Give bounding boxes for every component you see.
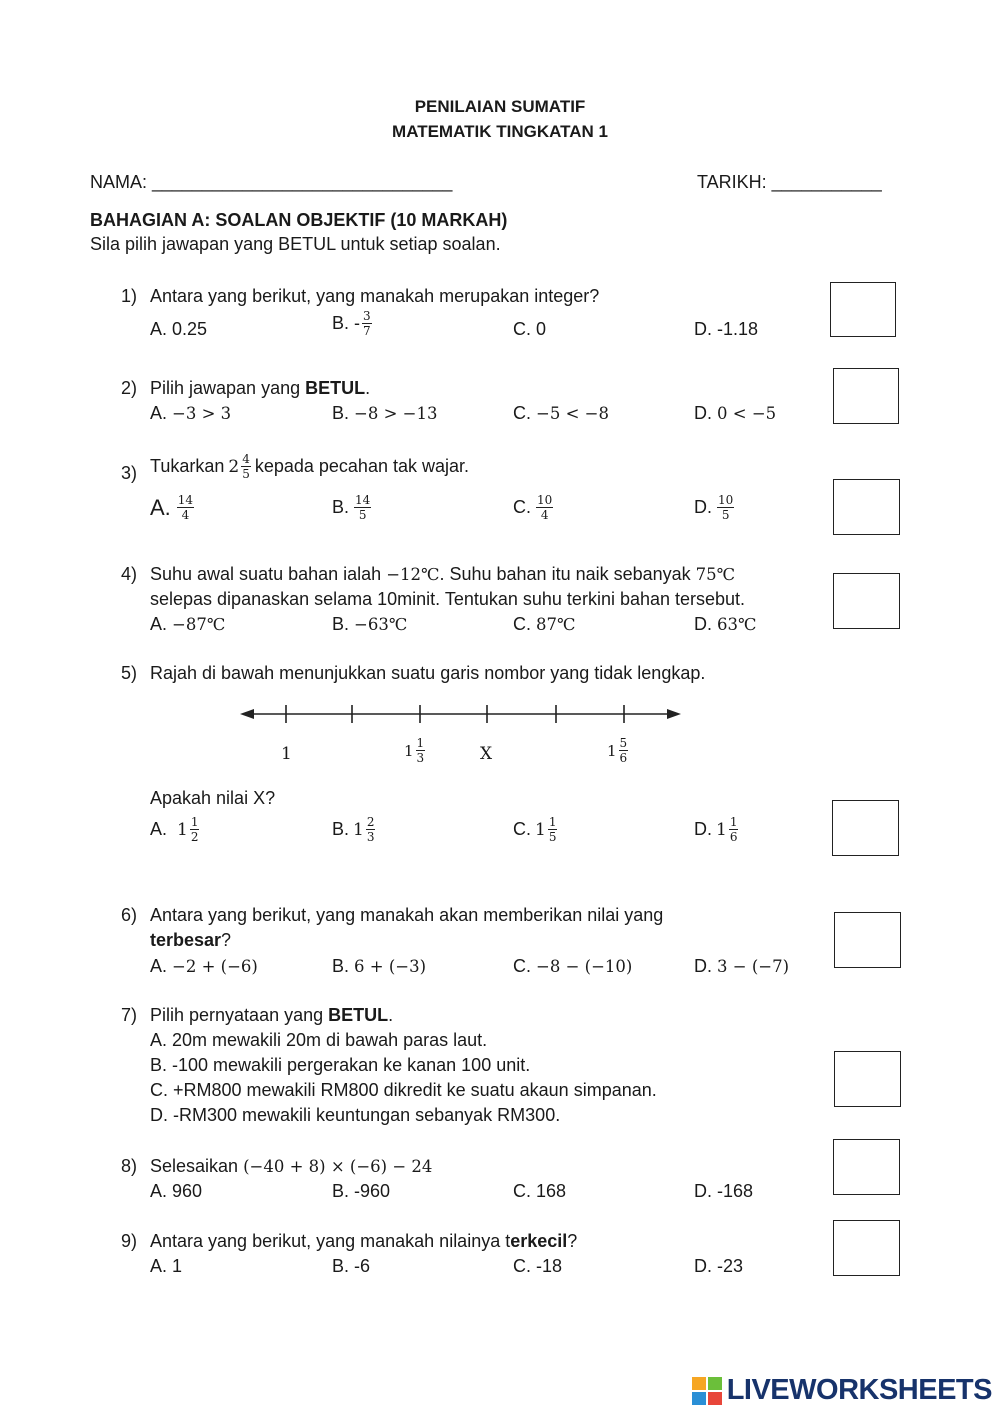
fraction <box>729 815 739 844</box>
question-number: 5) <box>121 663 138 683</box>
option-label: A. <box>150 956 168 976</box>
option-d <box>694 403 776 424</box>
question-number: 4) <box>121 564 138 584</box>
text-bold: terbesar <box>150 930 222 950</box>
option-label: A. <box>150 614 168 634</box>
option-label: B. <box>332 403 350 423</box>
answer-box-2[interactable] <box>833 368 899 424</box>
number-line <box>240 700 685 730</box>
option-label: A. <box>150 494 171 520</box>
fraction <box>190 815 200 844</box>
liveworksheets-logo <box>691 1374 992 1407</box>
mixed-whole: 2 <box>228 456 240 477</box>
liveworksheets-icon <box>691 1376 723 1406</box>
text-pre: Pilih pernyataan yang <box>150 1005 329 1025</box>
answer-box-6[interactable] <box>834 912 901 968</box>
question-number: 6) <box>121 905 138 925</box>
answer-box-3[interactable] <box>833 479 900 535</box>
answer-box-4[interactable] <box>833 573 900 629</box>
date-field[interactable]: TARIKH: ___________ <box>697 172 882 192</box>
option-label: C. <box>513 614 531 634</box>
numerator: 2 <box>366 815 375 829</box>
mixed-whole: 1 <box>353 819 364 840</box>
numerator: 4 <box>242 452 250 466</box>
option-value: −3 > 3 <box>172 404 232 423</box>
option-label: D. <box>694 956 712 976</box>
section-title: BAHAGIAN A: SOALAN OBJEKTIF (10 MARKAH) <box>90 210 508 230</box>
question-text <box>150 378 370 399</box>
number-line-label-1-1-3 <box>404 736 427 765</box>
logo-square <box>692 1392 706 1405</box>
option-d <box>694 956 789 977</box>
text-post: . <box>388 1005 394 1025</box>
denominator: 6 <box>619 751 628 765</box>
text-bold: BETUL <box>305 378 366 398</box>
numerator: 3 <box>363 309 371 323</box>
numerator: 10 <box>718 493 734 507</box>
left-arrow-icon <box>240 709 254 719</box>
text-post: ? <box>221 930 232 950</box>
option-a: A. 0.25 <box>150 319 208 339</box>
option-a <box>150 815 201 844</box>
text-post: . <box>365 378 371 398</box>
text-pre: Tukarkan <box>150 456 225 476</box>
page-subtitle: MATEMATIK TINGKATAN 1 <box>392 122 608 141</box>
fraction <box>536 493 553 522</box>
numerator: 1 <box>190 815 199 829</box>
text-pre: Selesaikan <box>150 1156 244 1176</box>
page-title: PENILAIAN SUMATIF <box>414 97 586 116</box>
text-bold: BETUL <box>328 1005 389 1025</box>
option-c <box>513 403 609 424</box>
text-post: ? <box>567 1231 578 1251</box>
question-text: Rajah di bawah menunjukkan suatu garis nombor yang tidak lengkap. <box>150 663 706 683</box>
math-expression: (−40 + 8) × (−6) − 24 <box>243 1157 433 1176</box>
logo-square <box>708 1392 722 1405</box>
option-value: −87℃ <box>172 615 226 634</box>
question-text <box>150 452 469 481</box>
option-value: −63℃ <box>354 615 408 634</box>
mixed-whole: 1 <box>716 819 727 840</box>
question-text-line1: Antara yang berikut, yang manakah akan memberikan nilai yang <box>150 905 664 925</box>
option-b: B. -960 <box>332 1181 391 1201</box>
option-value: −5 < −8 <box>536 404 609 423</box>
option-d <box>694 815 740 844</box>
question-subtext: Apakah nilai X? <box>150 788 276 808</box>
option-c <box>513 815 559 844</box>
option-c: C. 0 <box>513 319 547 339</box>
option-label: B. - <box>332 313 361 333</box>
denominator: 7 <box>363 324 371 338</box>
text-bold: erkecil <box>510 1231 568 1251</box>
question-text-line2 <box>150 930 231 951</box>
option-b: B. -6 <box>332 1256 371 1276</box>
option-value: −8 − (−10) <box>536 957 633 976</box>
denominator: 5 <box>548 830 557 844</box>
right-arrow-icon <box>667 709 681 719</box>
question-number: 1) <box>121 286 138 306</box>
option-c: C. 168 <box>513 1181 567 1201</box>
fraction <box>241 452 251 481</box>
option-label: C. <box>513 403 531 423</box>
denominator: 4 <box>540 508 549 522</box>
option-b <box>332 493 373 522</box>
option-value: −8 > −13 <box>354 404 438 423</box>
option-label: A. <box>150 403 168 423</box>
fraction <box>362 309 372 338</box>
numerator: 5 <box>619 736 628 750</box>
option-label: A. <box>150 819 168 839</box>
option-label: B. <box>332 956 350 976</box>
numerator: 1 <box>416 736 425 750</box>
option-d: D. -23 <box>694 1256 744 1276</box>
option-b <box>332 815 377 844</box>
option-b: B. -100 mewakili pergerakan ke kanan 100 unit. <box>150 1055 531 1075</box>
option-d: D. -168 <box>694 1181 754 1201</box>
question-number: 7) <box>121 1005 138 1025</box>
option-label: D. <box>694 403 712 423</box>
option-b <box>332 956 426 977</box>
option-d <box>694 614 756 635</box>
option-value: 87℃ <box>536 615 576 634</box>
answer-box-7[interactable] <box>834 1051 901 1107</box>
numerator: 14 <box>355 493 371 507</box>
answer-box-9[interactable] <box>833 1220 900 1276</box>
option-label: D. <box>694 614 712 634</box>
option-value: 63℃ <box>717 615 757 634</box>
option-a: A. 1 <box>150 1256 183 1276</box>
numerator: 1 <box>729 815 738 829</box>
answer-box-5[interactable] <box>832 800 899 856</box>
numerator: 10 <box>537 493 553 507</box>
fraction <box>177 493 194 522</box>
number-line-label-1-5-6 <box>607 736 630 765</box>
option-label: B. <box>332 497 350 517</box>
option-c: C. -18 <box>513 1256 563 1276</box>
denominator: 6 <box>729 830 738 844</box>
question-text <box>150 1156 432 1177</box>
question-text <box>150 1005 393 1026</box>
math-rise: 75℃ <box>695 565 736 584</box>
text-pre: Antara yang berikut, yang manakah nilainya t <box>150 1231 511 1251</box>
question-text <box>150 1231 577 1252</box>
option-value: 3 − (−7) <box>717 957 790 976</box>
option-d: D. -1.18 <box>694 319 759 339</box>
question-text-line1 <box>150 564 735 585</box>
option-value: 0 < −5 <box>717 404 777 423</box>
brand-text: LIVEWORKSHEETS <box>726 1374 992 1406</box>
section-instruction: Sila pilih jawapan yang BETUL untuk setiap soalan. <box>90 234 501 254</box>
option-b <box>332 309 374 338</box>
question-number: 8) <box>121 1156 138 1176</box>
denominator: 3 <box>416 751 425 765</box>
answer-box-1[interactable] <box>830 282 896 337</box>
option-a: A. 960 <box>150 1181 203 1201</box>
text-a: Suhu awal suatu bahan ialah <box>150 564 387 584</box>
mixed-whole: 1 <box>177 819 188 840</box>
option-b <box>332 614 407 635</box>
option-label: D. <box>694 497 712 517</box>
question-number: 9) <box>121 1231 138 1251</box>
fraction <box>416 736 426 765</box>
option-b <box>332 403 438 424</box>
fraction <box>619 736 629 765</box>
option-c <box>513 956 632 977</box>
text-pre: Pilih jawapan yang <box>150 378 306 398</box>
option-a: A. 20m mewakili 20m di bawah paras laut. <box>150 1030 488 1050</box>
text-b: . Suhu bahan itu naik sebanyak <box>439 564 696 584</box>
mixed-whole: 1 <box>535 819 546 840</box>
question-text-line2: selepas dipanaskan selama 10minit. Tentukan suhu terkini bahan tersebut. <box>150 589 746 609</box>
numerator: 14 <box>177 493 194 507</box>
denominator: 5 <box>242 467 250 481</box>
number-line-label-x: X <box>480 744 493 764</box>
mixed-whole: 1 <box>607 741 617 760</box>
math-initial-temp: −12℃ <box>386 565 440 584</box>
fraction <box>366 815 376 844</box>
logo-square <box>692 1377 706 1390</box>
option-d <box>694 493 736 522</box>
denominator: 5 <box>358 508 367 522</box>
option-label: B. <box>332 819 350 839</box>
option-c: C. +RM800 mewakili RM800 dikredit ke suatu akaun simpanan. <box>150 1080 657 1100</box>
option-a <box>150 403 231 424</box>
fraction <box>354 493 371 522</box>
option-a <box>150 493 196 522</box>
name-field[interactable]: NAMA: ______________________________ <box>90 172 453 192</box>
option-c <box>513 614 575 635</box>
number-line-label-1: 1 <box>281 744 292 764</box>
denominator: 4 <box>181 508 190 522</box>
question-text: Antara yang berikut, yang manakah merupakan integer? <box>150 286 600 306</box>
question-number: 3) <box>121 463 138 483</box>
denominator: 3 <box>366 830 375 844</box>
option-label: D. <box>694 819 712 839</box>
fraction <box>548 815 558 844</box>
fraction <box>717 493 734 522</box>
option-label: C. <box>513 956 531 976</box>
option-d: D. -RM300 mewakili keuntungan sebanyak RM300. <box>150 1105 561 1125</box>
question-number: 2) <box>121 378 138 398</box>
option-a <box>150 614 225 635</box>
option-c <box>513 493 555 522</box>
numerator: 1 <box>548 815 557 829</box>
logo-square <box>708 1377 722 1390</box>
option-value: 6 + (−3) <box>354 957 427 976</box>
answer-box-8[interactable] <box>833 1139 900 1195</box>
mixed-whole: 1 <box>404 741 414 760</box>
text-post: kepada pecahan tak wajar. <box>254 456 469 476</box>
option-label: B. <box>332 614 350 634</box>
option-value: −2 + (−6) <box>172 957 258 976</box>
option-a <box>150 956 258 977</box>
option-label: C. <box>513 497 531 517</box>
option-label: C. <box>513 819 531 839</box>
denominator: 2 <box>190 830 199 844</box>
denominator: 5 <box>721 508 730 522</box>
